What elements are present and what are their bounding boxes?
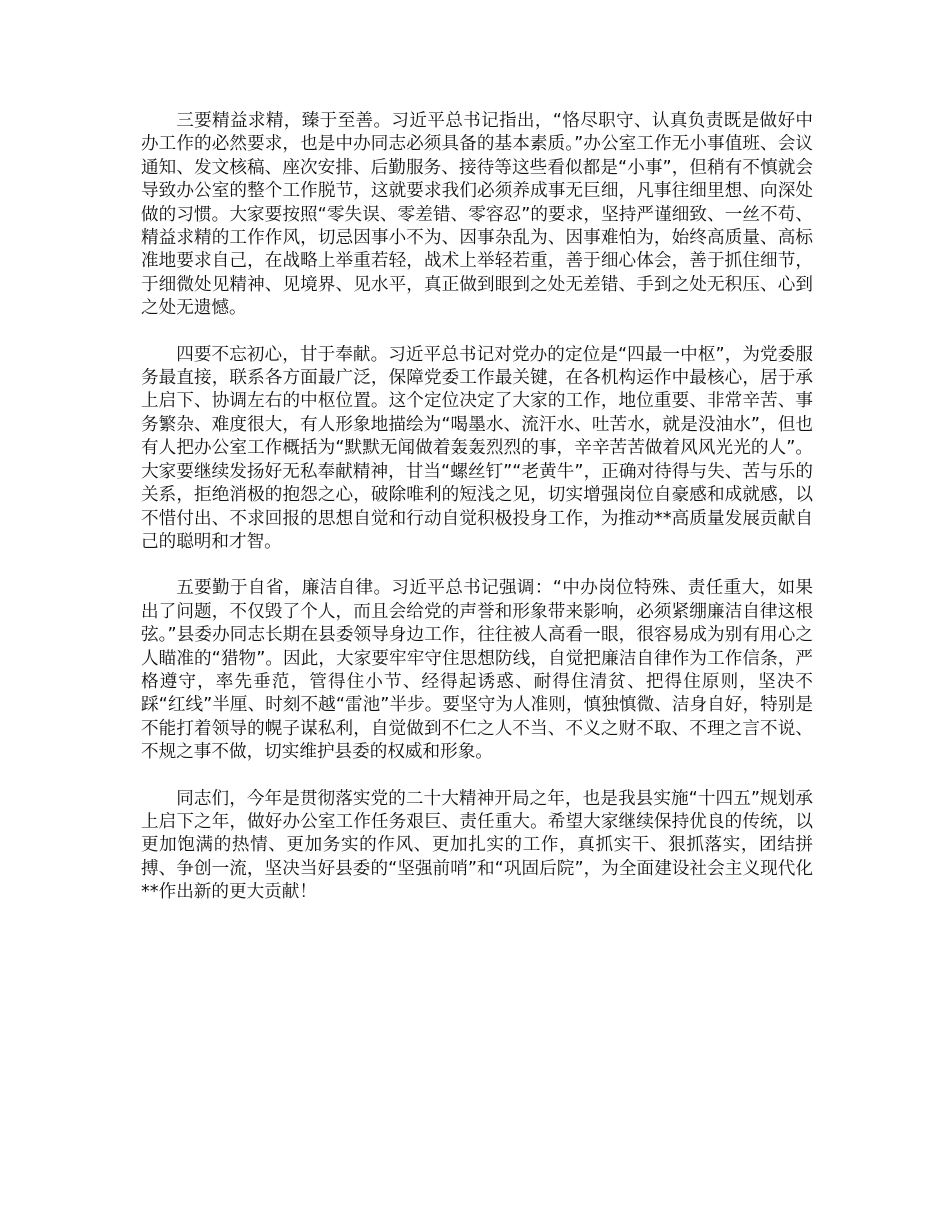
paragraph-integrity: 五要勤于自省，廉洁自律。习近平总书记强调：“中办岗位特殊、责任重大，如果出了问题，不仅毁了个人，而且会给党的声誉和形象带来影响，必须紧绷廉洁自律这根弦。”县委办同志长期在县委领导身边工作，往往被人高看一眼，很容易成为别有用心之人瞄准的“猎物”。因此，大家要牢牢守住思想防线，自觉把廉洁自律作为工作信条，严格遵守，率先垂范，管得住小节、经得起诱惑、耐得住清贫、把得住原则，坚决不踩“红线”半厘、时刻不越“雷池”半步。要坚守为人准则，慎独慎微、洁身自好，特别是不能打着领导的幌子谋私利，自觉做到不仁之人不当、不义之财不取、不理之言不说、不规之事不做，切实维护县委的权威和形象。: [141, 578, 813, 763]
document-body: [141, 110, 813, 928]
paragraph-conclusion: 同志们，今年是贯彻落实党的二十大精神开局之年，也是我县实施“十四五”规划承上启下之年，做好办公室工作任务艰巨、责任重大。希望大家继续保持优良的传统，以更加饱满的热情、更加务实的作风、更加扎实的工作，真抓实干、狠抓落实，团结拼搏、争创一流，坚决当好县委的“坚强前哨”和“巩固后院”，为全面建设社会主义现代化**作出新的更大贡献！: [141, 788, 813, 903]
paragraph-dedication: 四要不忘初心，甘于奉献。习近平总书记对党办的定位是“四最一中枢”，为党委服务最直接，联系各方面最广泛，保障党委工作最关键，在各机构运作中最核心，居于承上启下、协调左右的中枢位置。这个定位决定了大家的工作，地位重要、非常辛苦、事务繁杂、难度很大，有人形象地描绘为“喝墨水、流汗水、吐苦水，就是没油水”，但也有人把办公室工作概括为“默默无闻做着轰轰烈烈的事，辛辛苦苦做着风风光光的人”。大家要继续发扬好无私奉献精神，甘当“螺丝钉”“老黄牛”，正确对待得与失、苦与乐的关系，拒绝消极的抱怨之心，破除唯利的短浅之见，切实增强岗位自豪感和成就感，以不惜付出、不求回报的思想自觉和行动自觉积极投身工作，为推动**高质量发展贡献自己的聪明和才智。: [141, 344, 813, 552]
paragraph-precision: 三要精益求精，臻于至善。习近平总书记指出，“恪尽职守、认真负责既是做好中办工作的必然要求，也是中办同志必须具备的基本素质。”办公室工作无小事值班、会议通知、发文核稿、座次安排、后勤服务、接待等这些看似都是“小事”，但稍有不慎就会导致办公室的整个工作脱节，这就要求我们必须养成事无巨细，凡事往细里想、向深处做的习惯。大家要按照“零失误、零差错、零容忍”的要求，坚持严谨细致、一丝不苟、精益求精的工作作风，切忌因事小不为、因事杂乱为、因事难怕为，始终高质量、高标准地要求自己，在战略上举重若轻，战术上举轻若重，善于细心体会，善于抓住细节，于细微处见精神、见境界、见水平，真正做到眼到之处无差错、手到之处无积压、心到之处无遗憾。: [141, 111, 813, 319]
